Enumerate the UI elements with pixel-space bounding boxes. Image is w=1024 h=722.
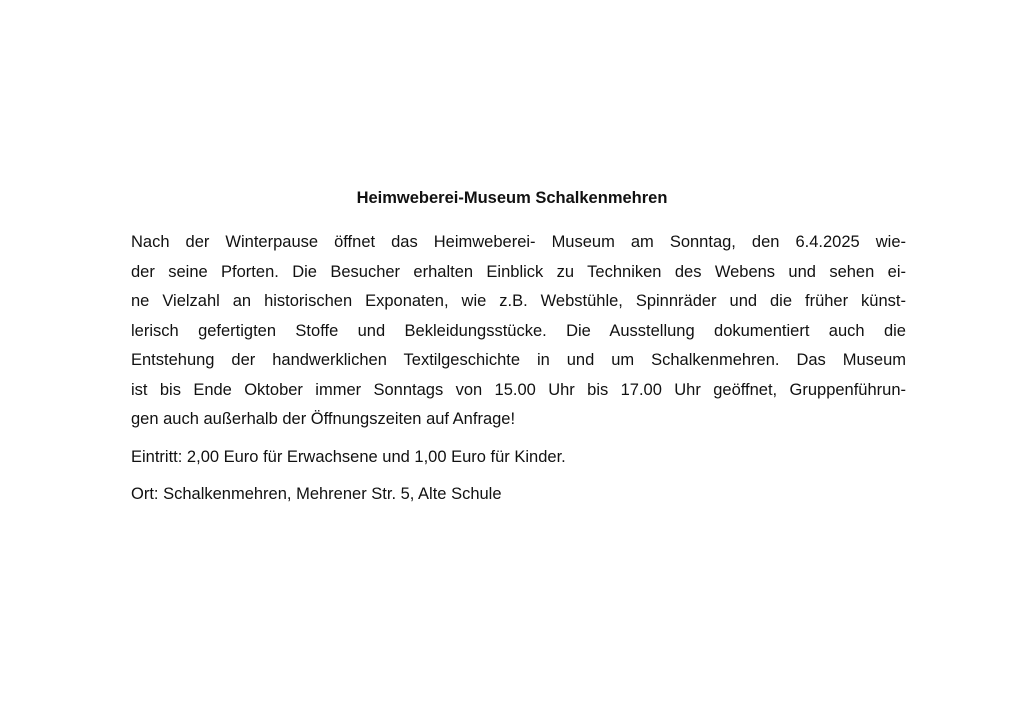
admission-info: Eintritt: 2,00 Euro für Erwachsene und 1,00 Euro für Kinder. <box>131 447 566 466</box>
paragraph-line: ist bis Ende Oktober immer Sonntags von 15.00 Uhr bis 17.00 Uhr geöffnet, Gruppenführun- <box>131 380 906 399</box>
paragraph-line: ne Vielzahl an historischen Exponaten, wie z.B. Webstühle, Spinnräder und die früher künst- <box>131 292 906 310</box>
paragraph-line: gen auch außerhalb der Öffnungszeiten auf Anfrage! <box>131 410 516 428</box>
paragraph-spacer <box>131 472 906 480</box>
paragraph-line: der seine Pforten. Die Besucher erhalten Einblick zu Techniken des Webens und sehen ei- <box>131 262 906 281</box>
paragraph-line: Entstehung der handwerklichen Textilgeschichte in und um Schalkenmehren. Das Museum <box>131 351 906 369</box>
description-paragraph <box>131 228 906 435</box>
document-body <box>131 228 906 510</box>
paragraph-line: lerisch gefertigten Stoffe und Bekleidungsstücke. Die Ausstellung dokumentiert auch die <box>131 321 906 340</box>
paragraph-spacer <box>131 435 906 443</box>
paragraph-line: Nach der Winterpause öffnet das Heimweberei- Museum am Sonntag, den 6.4.2025 wie- <box>131 233 906 251</box>
location-info: Ort: Schalkenmehren, Mehrener Str. 5, Alte Schule <box>131 485 502 503</box>
document-title: Heimweberei-Museum Schalkenmehren <box>356 189 668 207</box>
